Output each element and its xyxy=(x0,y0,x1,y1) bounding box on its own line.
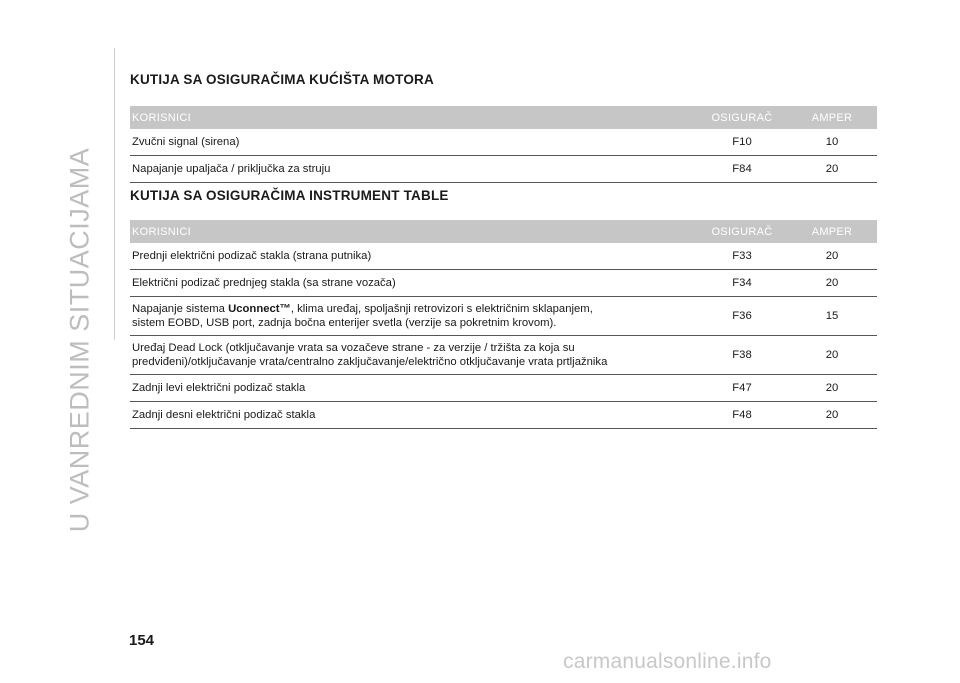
table-row xyxy=(130,297,877,336)
column-header-fuse: OSIGURAČ xyxy=(697,106,787,129)
cell-fuse: F33 xyxy=(697,243,787,270)
cell-user-text-line2: sistem EOBD, USB port, zadnja bočna enterijer svetla (verzije sa pokretnim krovom). xyxy=(132,317,557,329)
cell-fuse: F38 xyxy=(697,336,787,375)
column-header-fuse: OSIGURAČ xyxy=(697,220,787,243)
watermark: carmanualsonline.info xyxy=(563,650,772,673)
cell-user: Električni podizač prednjeg stakla (sa strane vozača) xyxy=(130,270,697,297)
cell-amper: 10 xyxy=(787,129,877,156)
cell-amper: 15 xyxy=(787,297,877,336)
section-title-dashboard-fusebox: KUTIJA SA OSIGURAČIMA INSTRUMENT TABLE xyxy=(130,188,449,203)
fuse-table-dashboard xyxy=(130,220,877,429)
cell-user: Zvučni signal (sirena) xyxy=(130,129,697,156)
uconnect-brand: Uconnect™ xyxy=(228,303,291,315)
cell-amper: 20 xyxy=(787,243,877,270)
table-row xyxy=(130,156,877,183)
cell-user-text-line2: predviđeni)/otključavanje vrata/centralno zaključavanje/električno otključavanje vrata prtljažnika xyxy=(132,356,608,368)
cell-amper: 20 xyxy=(787,402,877,429)
cell-fuse: F84 xyxy=(697,156,787,183)
cell-user-text: Uređaj Dead Lock (otključavanje vrata sa vozačeve strane - za verzije / tržišta za koja su xyxy=(132,342,575,354)
cell-fuse: F48 xyxy=(697,402,787,429)
cell-user-text: , klima uređaj, spoljašnji retrovizori s električnim sklapanjem, xyxy=(290,303,593,315)
table-row xyxy=(130,375,877,402)
cell-amper: 20 xyxy=(787,156,877,183)
table-row xyxy=(130,243,877,270)
table-row xyxy=(130,336,877,375)
sidebar-chapter-title-text: U VANREDNIM SITUACIJAMA xyxy=(64,147,95,533)
cell-user: Zadnji levi električni podizač stakla xyxy=(130,375,697,402)
cell-fuse: F34 xyxy=(697,270,787,297)
fuse-table-engine xyxy=(130,106,877,183)
cell-user-text: Napajanje sistema xyxy=(132,303,229,315)
cell-user: Napajanje upaljača / priključka za struju xyxy=(130,156,697,183)
page-content xyxy=(130,72,877,429)
page-number: 154 xyxy=(129,632,155,649)
section-title-engine-fusebox: KUTIJA SA OSIGURAČIMA KUĆIŠTA MOTORA xyxy=(130,72,434,87)
cell-amper: 20 xyxy=(787,336,877,375)
table-row xyxy=(130,402,877,429)
cell-fuse: F36 xyxy=(697,297,787,336)
cell-user: Prednji električni podizač stakla (strana putnika) xyxy=(130,243,697,270)
column-header-amper: AMPER xyxy=(787,106,877,129)
table-header-row xyxy=(130,220,877,243)
cell-amper: 20 xyxy=(787,375,877,402)
table-row xyxy=(130,129,877,156)
cell-fuse: F47 xyxy=(697,375,787,402)
column-header-users: KORISNICI xyxy=(130,220,697,243)
cell-user: Zadnji desni električni podizač stakla xyxy=(130,402,697,429)
sidebar-divider xyxy=(114,48,115,340)
column-header-amper: AMPER xyxy=(787,220,877,243)
cell-user xyxy=(130,297,697,336)
column-header-users: KORISNICI xyxy=(130,106,697,129)
cell-user xyxy=(130,336,697,375)
cell-amper: 20 xyxy=(787,270,877,297)
cell-fuse: F10 xyxy=(697,129,787,156)
table-header-row xyxy=(130,106,877,129)
table-row xyxy=(130,270,877,297)
